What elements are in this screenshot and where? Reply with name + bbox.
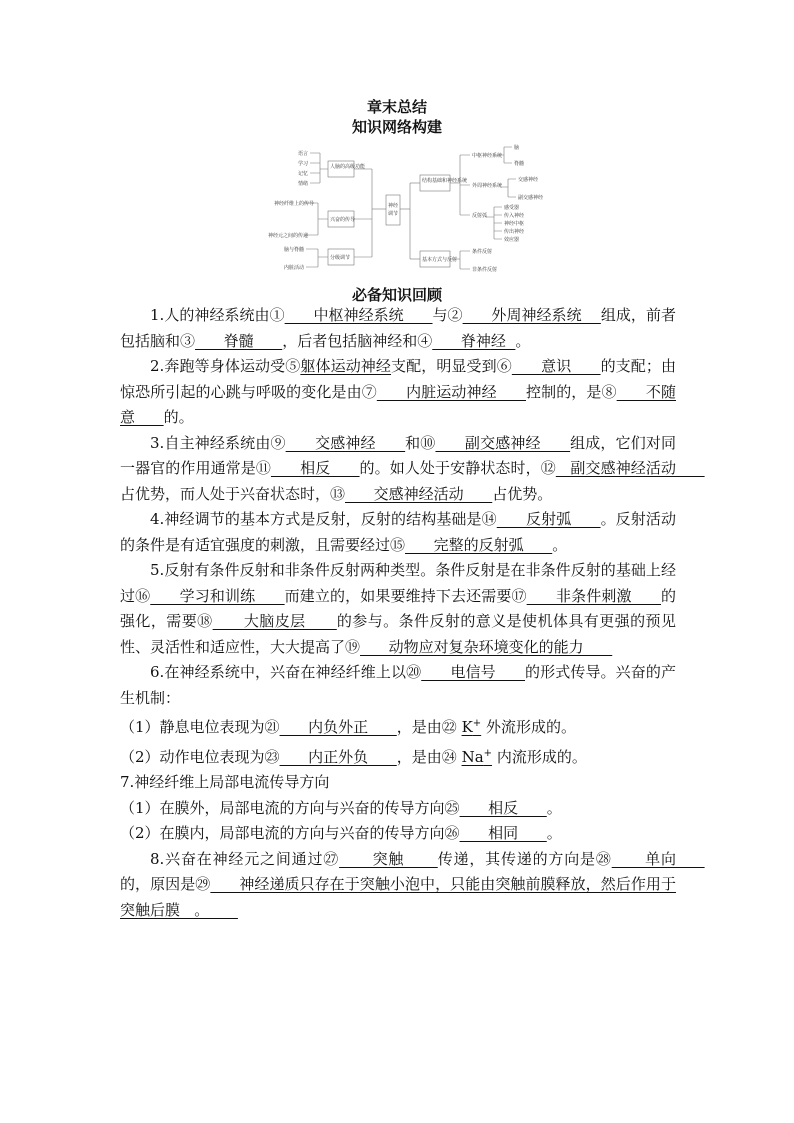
paragraph-1: 1.人的神经系统由① 中枢神经系统 与② 外周神经系统 组成，前者包括脑和③ 脊髓 ，后者包括脑神经和④ 脊神经 。 xyxy=(120,306,677,350)
answer-9: 交感神经 xyxy=(285,433,406,452)
svg-text:神经中枢: 神经中枢 xyxy=(504,221,525,227)
answer-23: 内正外负 xyxy=(279,747,397,766)
svg-text:反射弧: 反射弧 xyxy=(472,213,488,219)
mm-left-3: 分级调节 xyxy=(330,255,351,261)
chapter-title: 章末总结 xyxy=(366,98,427,116)
svg-text:传出神经: 传出神经 xyxy=(504,229,525,235)
answer-27: 突触 xyxy=(339,849,438,868)
knowledge-network-heading: 知识网络构建 xyxy=(351,118,442,136)
svg-text:中枢神经系统: 中枢神经系统 xyxy=(472,153,503,159)
paragraph-7: 7.神经纤维上局部电流传导方向 xyxy=(120,773,330,791)
svg-text:神经元之间的传递: 神经元之间的传递 xyxy=(268,233,309,239)
answer-19: 动物应对复杂环境变化的能力 xyxy=(360,637,613,656)
answer-13: 交感神经活动 xyxy=(345,484,493,503)
answer-18: 大脑皮层 xyxy=(212,612,337,630)
paragraph-6-1: （1）静息电位表现为㉑ 内负外正 ，是由㉒ K+ 外流形成的。 xyxy=(120,718,576,736)
answer-10: 副交感神经 xyxy=(435,433,571,452)
answer-14: 反射弧 xyxy=(496,510,601,528)
knowledge-review-heading: 必备知识回顾 xyxy=(351,286,442,304)
answer-11: 相反 xyxy=(270,459,360,477)
paragraph-5: 5.反射有条件反射和非条件反射两种类型。条件反射是在非条件反射的基础上经过⑯ 学习和训练 而建立的，如果要维持下去还需要⑰ 非条件刺激 的强化，需要⑱ 大脑皮层 的参与。条件反射的意义是使机体具有更强的预见性、灵活性和适应性，大大提高了⑲ 动物应对复杂环境变化的能力 xyxy=(120,561,677,656)
svg-text:非条件反射: 非条件反射 xyxy=(472,267,498,273)
svg-text:语言: 语言 xyxy=(298,151,309,157)
answer-1: 中枢神经系统 xyxy=(284,306,433,324)
svg-text:传入神经: 传入神经 xyxy=(504,213,525,219)
answer-29: 神经递质只存在于突触小泡中，只能由突触前膜释放，然后作用于突触后膜 。 xyxy=(120,875,676,919)
answer-7: 内脏运动神经 xyxy=(376,382,526,401)
mm-left-2: 兴奋的传导 xyxy=(330,217,356,223)
svg-text:脊髓: 脊髓 xyxy=(514,161,525,167)
answer-20: 电信号 xyxy=(421,663,526,681)
answer-4: 脊神 xyxy=(432,331,491,350)
paragraph-2: 2.奔跑等身体运动受⑤躯体运动神经支配，明显受到⑥ 意识 的支配；由惊恐所引起的心跳与呼吸的变化是由⑦ 内脏运动神经 控制的，是⑧ 不随意 的。 xyxy=(120,357,676,426)
mm-root-label: 神经 xyxy=(388,203,399,209)
paragraph-6-2: （2）动作电位表现为㉓ 内正外负 ，是由㉔ Na+ 内流形成的。 xyxy=(120,747,587,766)
svg-text:情绪: 情绪 xyxy=(298,181,309,187)
svg-text:条件反射: 条件反射 xyxy=(472,249,493,255)
svg-text:学习: 学习 xyxy=(298,161,309,167)
answer-26: 相同 xyxy=(459,824,547,842)
review-content xyxy=(120,303,705,923)
svg-text:脑与脊髓: 脑与脊髓 xyxy=(284,247,305,253)
svg-text:脑: 脑 xyxy=(514,145,520,151)
svg-text:内脏活动: 内脏活动 xyxy=(284,265,305,271)
answer-25: 相反 xyxy=(459,798,547,817)
answer-6: 意识 xyxy=(511,357,601,375)
answer-24: Na+ xyxy=(461,747,493,766)
svg-text:记忆: 记忆 xyxy=(298,171,309,177)
answer-17: 非条件刺激 xyxy=(526,586,661,605)
mm-root-box xyxy=(386,195,400,225)
answer-3: 脊髓 xyxy=(195,331,283,350)
answer-28: 单向 xyxy=(611,849,705,868)
answer-8: 不随意 xyxy=(120,382,676,426)
svg-text:感受器: 感受器 xyxy=(504,205,520,211)
paragraph-6: 6.在神经系统中，兴奋在神经纤维上以⑳ 电信号 的形式传导。兴奋的产生机制： xyxy=(120,663,676,707)
answer-21: 内负外正 xyxy=(279,718,397,736)
answer-12: 副交感神经活动 xyxy=(555,459,705,477)
concept-map-diagram xyxy=(254,139,546,279)
mm-left-1: 人脑的高级功能 xyxy=(330,164,366,170)
answer-15: 完整的反射弧 xyxy=(405,535,553,554)
paragraph-7-1: （1）在膜外，局部电流的方向与兴奋的传导方向㉕ 相反 。 xyxy=(120,798,562,817)
svg-text:外周神经系统: 外周神经系统 xyxy=(472,183,503,189)
mm-right-1: 结构基础和神经系统 xyxy=(422,178,468,184)
paragraph-7-2: （2）在膜内，局部电流的方向与兴奋的传导方向㉖ 相同 。 xyxy=(120,824,562,842)
answer-5: 躯体运动神经 xyxy=(300,357,392,375)
svg-text:效应器: 效应器 xyxy=(504,237,520,243)
paragraph-8: 8.兴奋在神经元之间通过㉗ 突触 传递，其传递的方向是㉘ 单向 的，原因是㉙ 神经递质只存在于突触小泡中，只能由突触前膜释放，然后作用于突触后膜 。 xyxy=(120,849,705,919)
mm-right-2: 基本方式与反射 xyxy=(422,257,458,263)
svg-text:调节: 调节 xyxy=(388,211,399,217)
answer-22: K+ xyxy=(461,718,482,736)
svg-text:交感神经: 交感神经 xyxy=(518,177,539,183)
svg-text:副交感神经: 副交感神经 xyxy=(518,195,544,201)
answer-2: 外周神经系统 xyxy=(462,306,601,324)
paragraph-3: 3.自主神经系统由⑨ 交感神经 和⑩ 副交感神经 组成，它们对同一器官的作用通常是⑪ 相反 的。如人处于安静状态时，⑫ 副交感神经活动 占优势，而人处于兴奋状态时，⑬ 交感神经活动 占优势。 xyxy=(120,433,705,503)
svg-text:神经纤维上的传导: 神经纤维上的传导 xyxy=(274,201,315,207)
concept-map xyxy=(254,139,546,279)
answer-16: 学习和训练 xyxy=(150,586,285,605)
paragraph-4: 4.神经调节的基本方式是反射，反射的结构基础是⑭ 反射弧 。反射活动的条件是有适宜强度的刺激，且需要经过⑮ 完整的反射弧 。 xyxy=(120,510,676,554)
